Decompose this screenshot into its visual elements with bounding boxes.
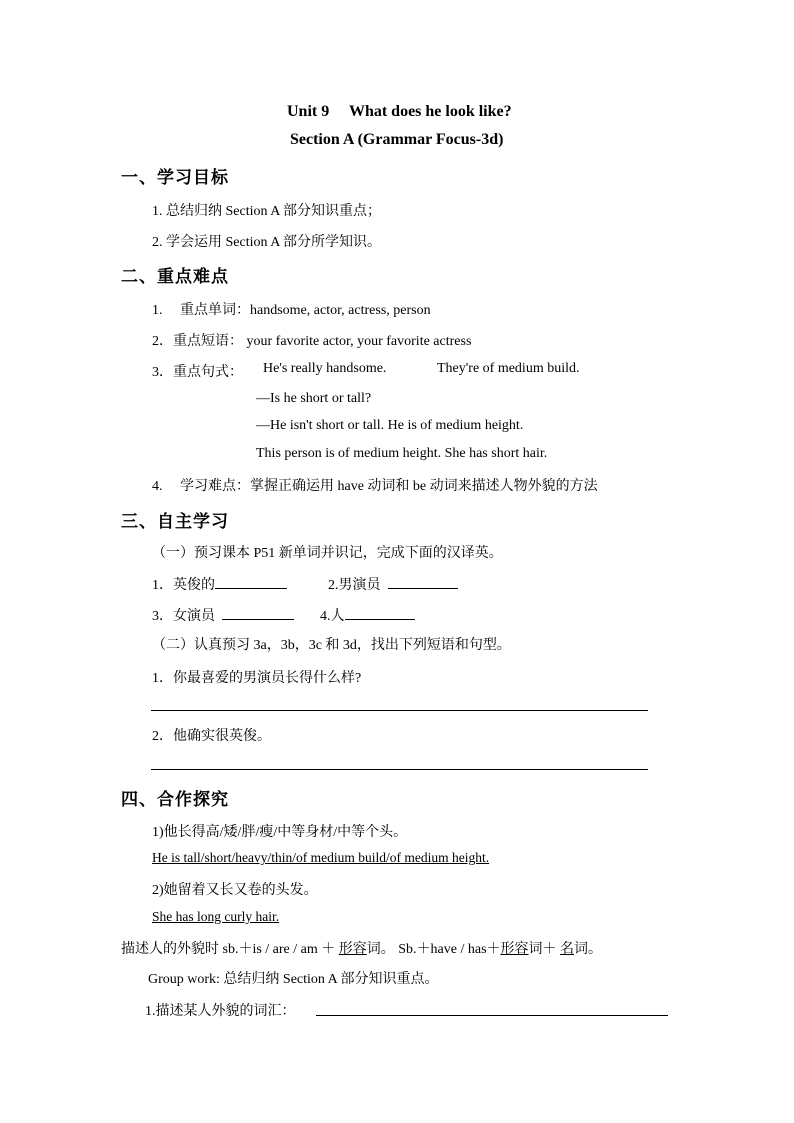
translate-q2 [328, 574, 458, 594]
part1-intro: （一）预习课本 P51 新单词并识记，完成下面的汉译英。 [152, 546, 503, 561]
key-patterns-label: 3．重点句式： [152, 365, 243, 380]
grammar-rule-noun: 名 [560, 942, 575, 957]
translate-sentence-2: 2．他确实很英俊。 [152, 729, 271, 744]
answer-line-2[interactable] [151, 769, 648, 770]
part2-intro: （二）认真预习 3a，3b，3c 和 3d，找出下列短语和句型。 [152, 638, 511, 653]
heading-key-points: 二、重点难点 [121, 267, 229, 287]
example-1-english: He is tall/short/heavy/thin/of medium build/of medium height. [152, 850, 490, 865]
grammar-rule-adjective-1: 形容 [338, 942, 367, 957]
answer-blank-q1[interactable] [215, 574, 287, 589]
appearance-vocab-prompt: 1.描述某人外貌的词汇： [145, 1004, 296, 1019]
grammar-rule-adjective-2: 形容 [500, 942, 529, 957]
dialog-line-1: —Is he short or tall? [256, 391, 372, 406]
learning-difficulty: 4. 学习难点：掌握正确运用 have 动词和 be 动词来描述人物外貌的方法 [152, 479, 598, 494]
answer-blank-q4[interactable] [345, 605, 415, 620]
key-pattern-a: He's really handsome. [263, 361, 387, 376]
example-1-chinese: 1)他长得高/矮/胖/瘦/中等身材/中等个头。 [152, 825, 408, 840]
section-subtitle: Section A (Grammar Focus-3d) [290, 131, 504, 148]
translate-q4 [320, 605, 415, 625]
objective-1: 1. 总结归纳 Section A 部分知识重点； [152, 204, 382, 219]
dialog-line-3: This person is of medium height. She has short hair. [256, 446, 548, 461]
key-vocabulary: 1. 重点单词：handsome, actor, actress, person [152, 303, 431, 318]
answer-blank-q2[interactable] [388, 574, 458, 589]
grammar-rule-part-c: 词＋ [528, 942, 561, 957]
translate-q2-label: 2.男演员 [328, 578, 381, 593]
objective-2: 2. 学会运用 Section A 部分所学知识。 [152, 235, 382, 250]
answer-line-1[interactable] [151, 710, 648, 711]
translate-q3-label: 3．女演员 [152, 609, 215, 624]
unit-title: Unit 9 What does he look like? [287, 103, 512, 120]
key-pattern-b: They're of medium build. [437, 361, 580, 376]
heading-cooperative-inquiry: 四、合作探究 [121, 790, 229, 810]
answer-line-appearance-vocab[interactable] [316, 1015, 668, 1016]
translate-q1-label: 1．英俊的 [152, 578, 215, 593]
example-2-english: She has long curly hair. [152, 909, 280, 924]
group-work-instruction: Group work: 总结归纳 Section A 部分知识重点。 [148, 972, 439, 987]
heading-learning-objectives: 一、学习目标 [121, 168, 229, 188]
key-phrases: 2．重点短语： your favorite actor, your favorite actress [152, 334, 472, 349]
example-2-chinese: 2)她留着又长又卷的头发。 [152, 883, 318, 898]
grammar-rule [121, 938, 602, 958]
translate-sentence-1: 1．你最喜爱的男演员长得什么样? [152, 671, 362, 686]
grammar-rule-part-b: 词。 Sb.＋have / has＋ [366, 942, 501, 957]
translate-q3 [152, 605, 294, 625]
heading-self-study: 三、自主学习 [121, 512, 229, 532]
grammar-rule-part-d: 词。 [574, 942, 603, 957]
dialog-line-2: —He isn't short or tall. He is of medium height. [256, 418, 524, 433]
translate-q4-label: 4.人 [320, 609, 345, 624]
translate-q1 [152, 574, 287, 594]
answer-blank-q3[interactable] [222, 605, 294, 620]
grammar-rule-part-a: 描述人的外貌时 sb.＋is / are / am ＋ [121, 942, 339, 957]
